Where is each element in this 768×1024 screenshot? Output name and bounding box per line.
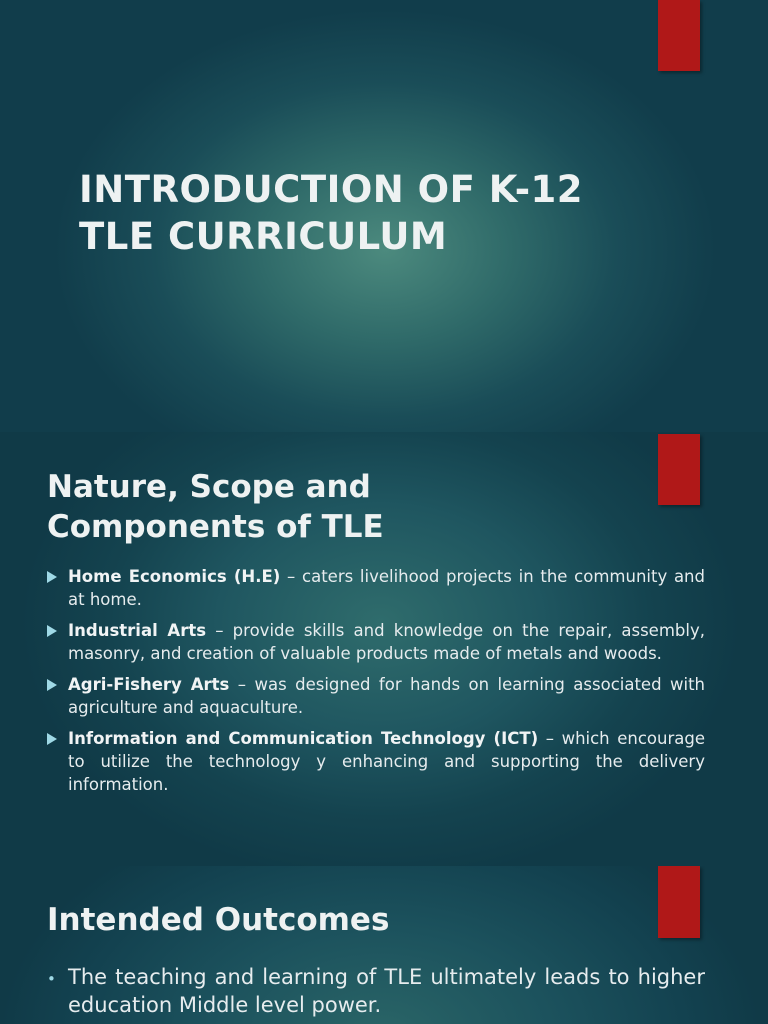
heading-line-2: Components of TLE xyxy=(47,509,384,545)
list-item xyxy=(47,727,705,796)
components-list xyxy=(47,565,705,804)
bullet-text: – caters livelihood projects in the community and at home. xyxy=(68,567,705,609)
slide-title xyxy=(0,0,768,432)
heading-line-1: Nature, Scope and xyxy=(47,469,371,505)
bullet-term: Industrial Arts xyxy=(68,621,207,640)
title-line-2: TLE CURRICULUM xyxy=(79,215,448,258)
triangle-right-icon xyxy=(47,679,57,691)
accent-tab xyxy=(658,434,700,505)
bullet-term: Home Economics (H.E) xyxy=(68,567,281,586)
list-item xyxy=(47,565,705,611)
section-heading xyxy=(47,467,447,547)
list-item xyxy=(47,963,705,1019)
list-item xyxy=(47,619,705,665)
title-line-1: INTRODUCTION OF K-12 xyxy=(79,168,584,211)
bullet-text: – which encourage to utilize the technology y enhancing and supporting the delivery information. xyxy=(68,729,705,794)
bullet-text: – was designed for hands on learning associated with agriculture and aquaculture. xyxy=(68,675,705,717)
slide-outcomes xyxy=(0,866,768,1024)
dot-icon: • xyxy=(47,970,56,988)
triangle-right-icon xyxy=(47,625,57,637)
slide-title-heading xyxy=(79,166,639,260)
bullet-text: – provide skills and knowledge on the repair, assembly, masonry, and creation of valuable products made of metals and woods. xyxy=(68,621,705,663)
triangle-right-icon xyxy=(47,571,57,583)
triangle-right-icon xyxy=(47,733,57,745)
bullet-text: The teaching and learning of TLE ultimately leads to higher education Middle level power. xyxy=(68,965,705,1017)
bullet-term: Agri-Fishery Arts xyxy=(68,675,230,694)
accent-tab xyxy=(658,866,700,938)
list-item xyxy=(47,673,705,719)
outcomes-list xyxy=(47,963,705,1019)
accent-tab xyxy=(658,0,700,71)
slide-components xyxy=(0,432,768,866)
bullet-term: Information and Communication Technology (ICT) xyxy=(68,729,539,748)
section-heading: Intended Outcomes xyxy=(47,902,390,938)
